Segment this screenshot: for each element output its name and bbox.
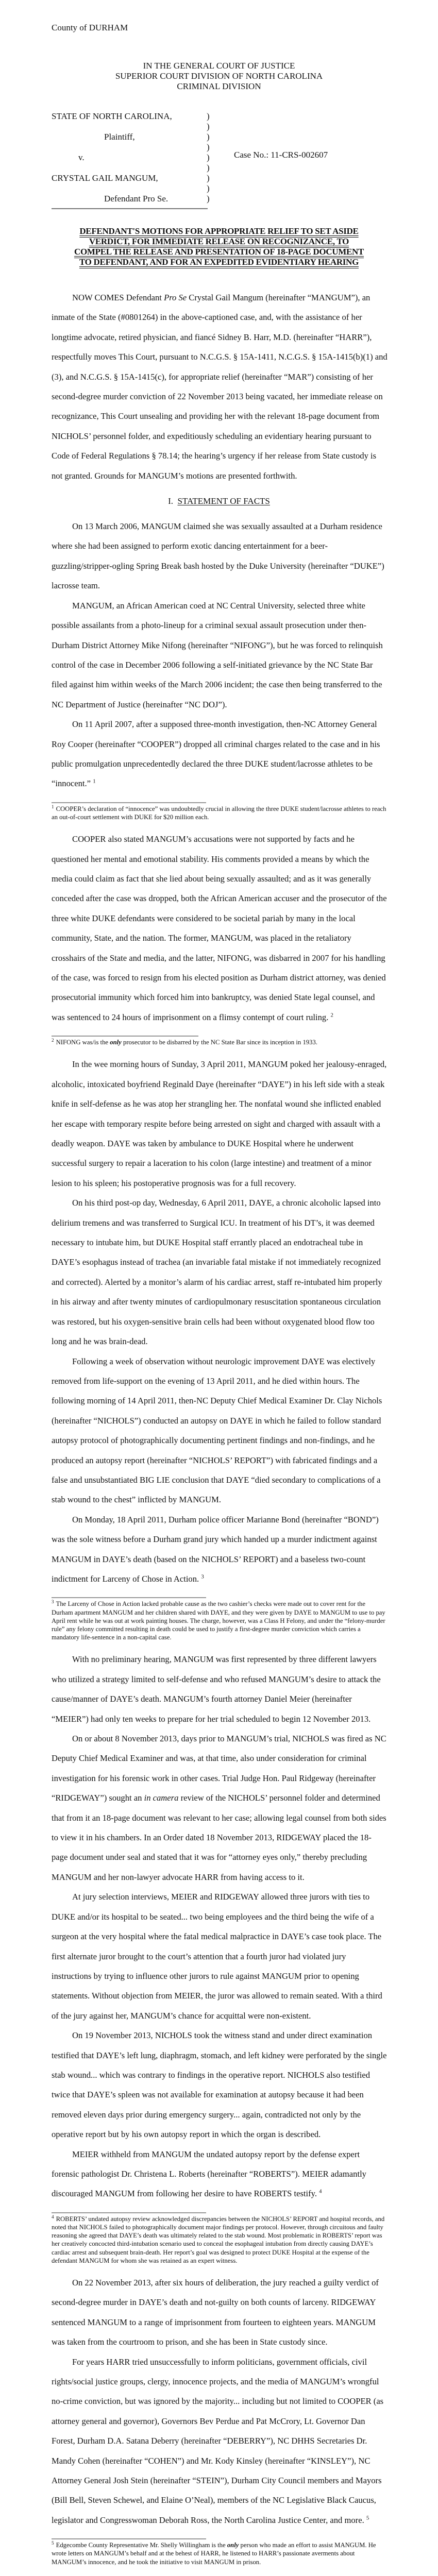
defendant-name: CRYSTAL GAIL MANGUM, xyxy=(52,173,158,183)
motion-title-line: VERDICT, FOR IMMEDIATE RELEASE ON RECOGNIZANCE, TO xyxy=(89,236,349,246)
footnote-divider xyxy=(52,2538,206,2539)
court-heading xyxy=(0,61,438,92)
defendant-role: Defendant Pro Se. xyxy=(104,194,169,204)
fact-paragraph: On his third post-op day, Wednesday, 6 April 2011, DAYE, a chronic alcoholic lapsed into delirium tremens and was transferred to Surgical ICU. In treatment of his DT’s, it was deemed necessary to intubate him, but DUKE Hospital staff errantly placed an endotracheal tube in DAYE’s esophagus instead of trachea (an invariable fatal mistake if not immediately recognized and corrected). Alerted by a monitor’s alarm of his cardiac arrest, staff re-intubated him properly in his airway and after twenty minutes of cardiopulmonary resuscitation spontaneous circulation was restored, but his oxygen-sensitive brain cells had been without oxygenated blood flow too long and he was brain-dead. xyxy=(52,1198,382,1347)
footnote-number: 3 xyxy=(52,1599,54,1605)
footnote-number: 4 xyxy=(52,2214,54,2219)
motion-title-line: COMPEL THE RELEASE AND PRESENTATION OF 18-PAGE DOCUMENT xyxy=(74,247,364,257)
intro-paragraph: NOW COMES Defendant Pro Se Crystal Gail Mangum (hereinafter “MANGUM”), an inmate of the State (#0801264) in the above-captioned case, and, with the assistance of her longtime advocate, retired physician, and fiancé Sidney B. Harr, M.D. (hereinafter “HARR”), respectfully moves This Court, pursuant to N.C.G.S. § 15A-1411, N.C.G.S. § 15A-1415(b)(1) and (3), and N.C.G.S. § 15A-1415(c), for appropriate relief (hereinafter “MAR”) consisting of her second-degree murder conviction of 22 November 2013 being vacated, her immediate release on recognizance, This Court unsealing and providing her with the relevant 18-page document from NICHOLS’ personnel folder, and expeditiously scheduling an evidentiary hearing pursuant to Code of Federal Regulations § 78.14; the hearing’s urgency if her release from State custody is not granted. Grounds for MANGUM’s motions are presented forthwith. xyxy=(52,293,388,481)
footnote: $^4$ ROBERTS’ undated autopsy review acknowledged discrepancies between the NICHOLS’ REPORT and hospital records, and noted that NICHOLS failed to photographically document major findings per protocol. However, through circuitous and faulty reasoning she agreed that DAYE’s death was ultimately related to the stab wound. Most problematic in ROBERTS’ report was her creatively concocted third-intubation scenario used to conceal the esophageal intubation from directly causing DAYE’s cardiac arrest and subsequent brain-death. Her report’s goal was designed to protect DUKE Hospital at the expense of the defendant MANGUM for whom she was retained as an expert witness. xyxy=(52,2214,385,2264)
fact-paragraph: In the wee morning hours of Sunday, 3 April 2011, MANGUM poked her jealousy-enraged, alcoholic, intoxicated boyfriend Reginald Daye (hereinafter “DAYE”) in his left side with a steak knife in self-defense as he was atop her strangling her. The nonfatal wound she inflicted enabled her escape with temporary respite before being arrested on sight and charged with assault with a deadly weapon. DAYE was taken by ambulance to DUKE Hospital where he underwent successful surgery to repair a laceration to his colon (large intestine) and treatment of a minor lesion to his spleen; his postoperative prognosis was for a full recovery. xyxy=(52,1059,387,1188)
footnote-block xyxy=(52,802,388,821)
fact-paragraph: On 11 April 2007, after a supposed three-month investigation, then-NC Attorney General Roy Cooper (hereinafter “COOPER”) dropped all criminal charges related to the case and in his public promulgation unprecedentedly declared the three DUKE student/lacrosse athletes to be “innocent.” $^1$ xyxy=(52,719,380,789)
court-heading-line: SUPERIOR COURT DIVISION OF NORTH CAROLINA xyxy=(115,71,323,81)
caption-paren: ) xyxy=(207,152,210,162)
fact-paragraph: For years HARR tried unsuccessfully to inform politicians, government officials, civil rights/social justice groups, clergy, innocence projects, and the media of MANGUM’s wrongful no-crime conviction, but was ignored by the majority... including but not limited to COOPER (as attorney general and governor), Governors Bev Perdue and Pat McCrory, Lt. Governor Dan Forest, Durham D.A. Satana Deberry (hereinafter “DEBERRY”), NC DHHS Secretaries Dr. Mandy Cohen (hereinafter “COHEN”) and Mr. Kody Kinsley (hereinafter “KINSLEY”), NC Attorney General Josh Stein (hereinafter “STEIN”), Durham City Council members and Mayors (Bill Bell, Steven Schewel, and Elaine O’Neal), members of the NC Legislative Black Caucus, legislator and Congresswoman Deborah Ross, the North Carolina Justice Center, and more. $^5$ xyxy=(52,2357,384,2525)
caption-paren: ) xyxy=(207,163,210,173)
footnote-number: 5 xyxy=(52,2540,54,2546)
caption-paren: ) xyxy=(207,122,210,131)
caption-paren: ) xyxy=(207,132,210,142)
caption-paren: ) xyxy=(207,173,210,183)
case-number xyxy=(234,150,328,160)
fact-paragraph: On Monday, 18 April 2011, Durham police officer Marianne Bond (hereinafter “BOND”) was the sole witness before a Durham grand jury which handed up a murder indictment against MANGUM in DAYE’s death (based on the NICHOLS’ REPORT) and a baseless two-count indictment for Larceny of Chose in Action. $^3$ xyxy=(52,1514,379,1584)
caption-paren: ) xyxy=(207,194,210,204)
court-heading-line: IN THE GENERAL COURT OF JUSTICE xyxy=(143,61,295,71)
fact-paragraph: MEIER withheld from MANGUM the undated autopsy report by the defense expert forensic pathologist Dr. Christena L. Roberts (hereinafter “ROBERTS”). MEIER adamantly discouraged MANGUM from following her desire to have ROBERTS testify. $^4$ xyxy=(52,2149,366,2199)
footnote: $^3$ The Larceny of Chose in Action lacked probable cause as the two cashier’s checks were made out to cover rent for the Durham apartment MANGUM and her children shared with DAYE, and they were given by DAYE to MANGUM to use to pay April rent while he was out at work painting houses. The charge, however, was a Class H Felony, and under the “felony-murder rule” any felony committed resulting in death could be used to justify a first-degree murder conviction which carries a mandatory life-sentence in a non-capital case. xyxy=(52,1599,385,1641)
plaintiff-name: STATE OF NORTH CAROLINA, xyxy=(52,111,172,121)
footnote-block xyxy=(52,1597,388,1641)
motion-title xyxy=(0,226,438,267)
fact-paragraph: Following a week of observation without neurologic improvement DAYE was electively removed from life-support on the evening of 13 April 2011, and he died within hours. The following morning of 14 April 2011, then-NC Deputy Chief Medical Examiner Dr. Clay Nichols (hereinafter “NICHOLS”) conducted an autopsy on DAYE in which he failed to follow standard autopsy protocol of photographically documenting pertinent findings and non-findings, and he produced an autopsy report (hereinafter “NICHOLS’ REPORT”) with fabricated findings and a false and unsubstantiated BIG LIE conclusion that DAYE “died secondary to complications of a stab wound to the chest” inflicted by MANGUM. xyxy=(52,1356,382,1505)
case-number-label: Case No.: xyxy=(234,150,269,160)
footnote: $^1$ COOPER’s declaration of “innocence” was undoubtedly crucial in allowing the three DUKE student/lacrosse athletes to reach an out-of-court settlement with DUKE for $20 million each. xyxy=(52,804,386,821)
footnote-divider xyxy=(52,1036,198,1037)
fact-paragraph: With no preliminary hearing, MANGUM was first represented by three different lawyers who utilized a strategy limited to self-defense and who refused MANGUM’s desire to attack the cause/manner of DAYE’s death. MANGUM’s fourth attorney Daniel Meier (hereinafter “MEIER”) had only ten weeks to prepare for her trial scheduled to begin 12 November 2013. xyxy=(52,1654,381,1724)
fact-paragraph: At jury selection interviews, MEIER and RIDGEWAY allowed three jurors with ties to DUKE and/or its hospital to be seated... two being employees and the third being the wife of a surgeon at the very hospital where the fatal medical malpractice in DAYE’s case took place. The first alternate juror brought to the court’s attention that a fourth juror had violated jury instructions by trying to influence other jurors to rule against MANGUM prior to opening statements. Without objection from MEIER, the juror was allowed to remain seated. With a third of the jury against her, MANGUM’s chance for acquittal were non-existent. xyxy=(52,1892,382,2021)
fact-paragraph: On 13 March 2006, MANGUM claimed she was sexually assaulted at a Durham residence where she had been assigned to perform exotic dancing entertainment for a beer-guzzling/stripper-ogling Spring Break bash hosted by the Duke University (hereinafter “DUKE”) lacrosse team. xyxy=(52,521,384,591)
footnote-divider xyxy=(52,802,206,803)
footnote-block xyxy=(52,2212,388,2265)
fact-paragraph: COOPER also stated MANGUM’s accusations were not supported by facts and he questioned her mental and emotional stability. His comments provided a means by which the media could claim as fact that she lied about being sexually assaulted; and as it was generally conceded after the case was dropped, both the African American accuser and the prosecutor of the three white DUKE defendants were considered to be societal pariah by many in the local community, State, and the nation. The former, MANGUM, was placed in the retaliatory crosshairs of the State and media, and the latter, NIFONG, was disbarred in 2007 for his handling of the case, was forced to resign from his elected position as Durham district attorney, was denied prosecutorial immunity which forced him into bankruptcy, was denied State legal counsel, and was sentenced to 24 hours of imprisonment on a flimsy contempt of court ruling. $^2$ xyxy=(52,834,387,1022)
case-number-value: 11-CRS-002607 xyxy=(271,150,328,160)
footnote-number: 2 xyxy=(52,1037,54,1043)
caption-paren: ) xyxy=(207,111,210,121)
footnote-ref[interactable]: 1 xyxy=(93,778,96,785)
caption-paren: ) xyxy=(207,183,210,193)
footnote-block xyxy=(52,1036,388,1046)
section-heading xyxy=(0,496,438,506)
footnote-ref[interactable]: 4 xyxy=(319,2188,322,2195)
caption-paren: ) xyxy=(207,142,210,152)
court-heading-line: CRIMINAL DIVISION xyxy=(177,81,261,91)
footnote-divider xyxy=(52,2212,206,2213)
plaintiff-role: Plaintiff, xyxy=(104,132,135,142)
caption-rule xyxy=(52,208,208,209)
motion-title-line: DEFENDANT'S MOTIONS FOR APPROPRIATE RELIEF TO SET ASIDE xyxy=(79,226,359,236)
fact-paragraph: On 22 November 2013, after six hours of deliberation, the jury reached a guilty verdict of second-degree murder in DAYE’s death and not-guilty on both counts of larceny. RIDGEWAY sentenced MANGUM to a range of imprisonment from fourteen to eighteen years. MANGUM was taken from the courtroom to prison, and she has been in State custody since. xyxy=(52,2278,379,2347)
pro-se-italic: Pro Se xyxy=(164,293,187,302)
fact-paragraph: On or about 8 November 2013, days prior to MANGUM’s trial, NICHOLS was fired as NC Deputy Chief Medical Examiner and was, at that time, also under consideration for criminal investigation for his forensic work in other cases. Trial Judge Hon. Paul Ridgeway (hereinafter “RIDGEWAY”) sought an in camera review of the NICHOLS’ personnel folder and determined that from it an 18-page document was relevant to her case; allowing legal counsel from both sides to view it in his chambers. In an Order dated 18 November 2013, RIDGEWAY placed the 18-page document under seal and stated that it was for “attorney eyes only,” thereby precluding MANGUM and her non-lawyer advocate HARR from having access to it. xyxy=(52,1734,386,1882)
case-caption xyxy=(52,111,361,207)
in-camera-italic: in camera xyxy=(144,1793,179,1803)
footnote-divider xyxy=(52,1597,206,1598)
footnote-block xyxy=(52,2538,388,2566)
section-title: STATEMENT OF FACTS xyxy=(177,496,270,506)
section-number: I. xyxy=(168,496,174,506)
motion-title-line: TO DEFENDANT, AND FOR AN EXPEDITED EVIDENTIARY HEARING xyxy=(79,257,359,267)
footnote-number: 1 xyxy=(52,804,54,809)
footnote-ref[interactable]: 3 xyxy=(201,1573,204,1580)
versus-label: v. xyxy=(78,152,85,162)
footnote-ref[interactable]: 2 xyxy=(330,1012,333,1019)
footnote-ref[interactable]: 5 xyxy=(366,2515,369,2521)
fact-paragraph: On 19 November 2013, NICHOLS took the witness stand and under direct examination testified that DAYE’s left lung, diaphragm, stomach, and left kidney were perforated by the single stab wound... which was contrary to findings in the operative report. NICHOLS also testified twice that DAYE’s spleen was not available for examination at autopsy because it had been removed eleven days prior during emergency surgery... again, contradicted not only by the operative report but by his own autopsy report in which the organ is described. xyxy=(52,2030,387,2140)
county-label: County of DURHAM xyxy=(52,23,128,32)
fact-paragraph: MANGUM, an African American coed at NC Central University, selected three white possible assailants from a photo-lineup for a criminal sexual assault prosecution under then-Durham District Attorney Mike Nifong (hereinafter “NIFONG”), but he was forced to relinquish control of the case in December 2006 following a self-initiated grievance by the NC State Bar filed against him within weeks of the March 2006 incident; the case then being transferred to the NC Department of Justice (hereinafter “NC DOJ”). xyxy=(52,600,383,709)
footnote: $^2$ NIFONG was/is the only prosecutor to be disbarred by the NC State Bar since its inception in 1933. xyxy=(52,1037,317,1046)
footnote: $^5$ Edgecombe County Representative Mr. Shelly Willingham is the only person who made an effort to assist MANGUM. He wrote letters on MANGUM’s behalf and at the behest of HARR, he listened to HARR’s passionate averments about MANGUM’s innocence, and he took the initiative to visit MANGUM in prison. xyxy=(52,2540,376,2566)
